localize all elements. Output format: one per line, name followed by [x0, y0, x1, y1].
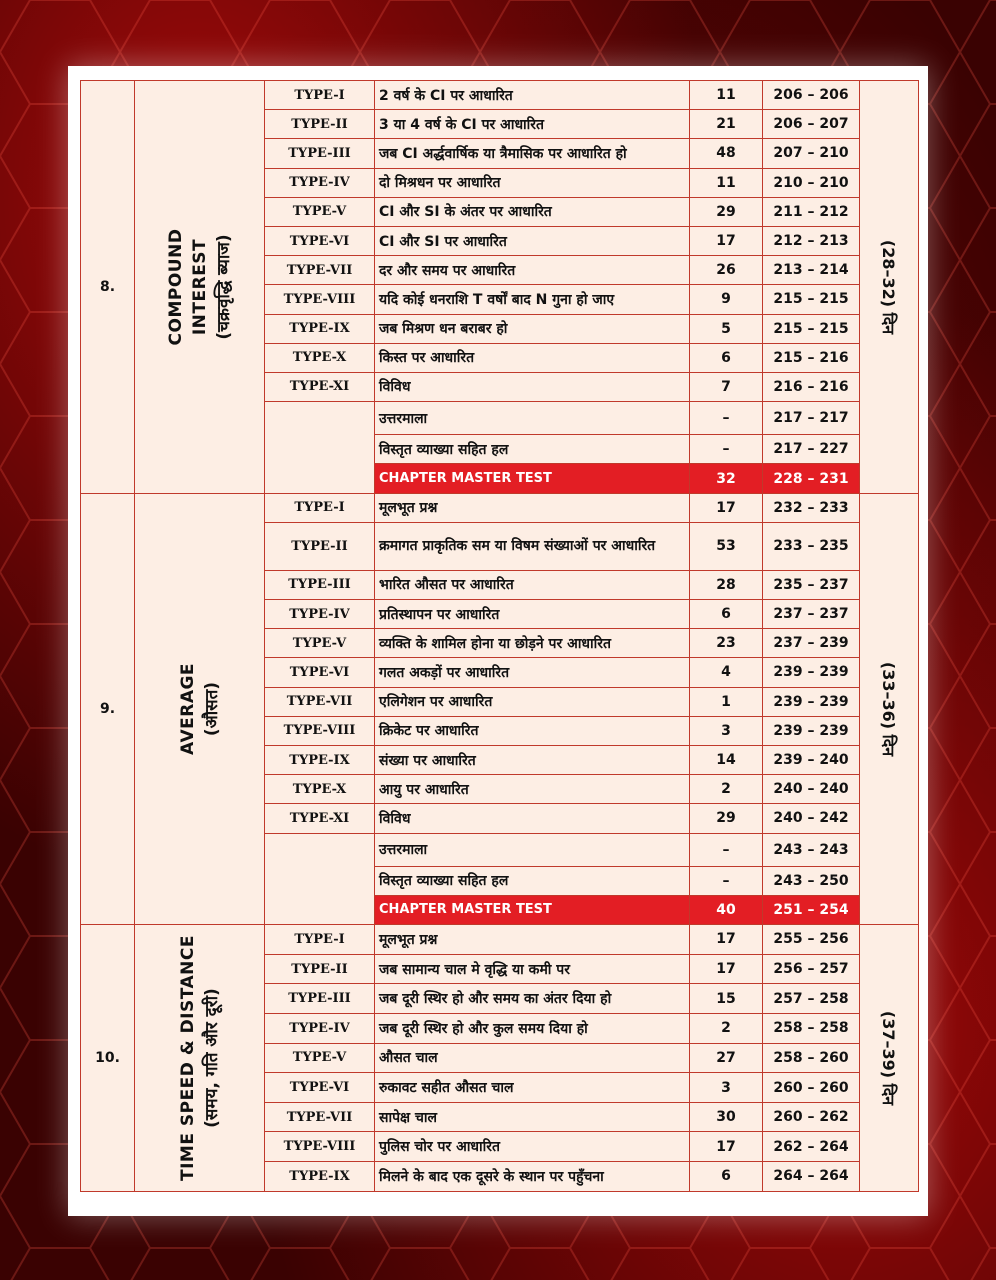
type-label: TYPE-I	[265, 81, 375, 110]
question-count: 21	[690, 110, 763, 139]
topic-title: संख्या पर आधारित	[375, 745, 690, 774]
type-label: TYPE-VIII	[265, 1132, 375, 1162]
contents-table	[80, 80, 919, 1192]
page-range: 215 – 216	[763, 343, 860, 372]
page-range: 256 – 257	[763, 954, 860, 984]
page-range: 237 – 237	[763, 600, 860, 629]
question-count: 4	[690, 658, 763, 687]
question-count: 30	[690, 1102, 763, 1132]
study-days-cell	[860, 493, 919, 924]
question-count: 2	[690, 775, 763, 804]
question-count: –	[690, 866, 763, 895]
topic-title: सापेक्ष चाल	[375, 1102, 690, 1132]
topic-title: जब मिश्रण धन बराबर हो	[375, 314, 690, 343]
topic-title: जब दूरी स्थिर हो और कुल समय दिया हो	[375, 1013, 690, 1043]
topic-title: जब सामान्य चाल मे वृद्धि या कमी पर	[375, 954, 690, 984]
type-label: TYPE-II	[265, 522, 375, 570]
page-range: 217 – 227	[763, 435, 860, 464]
page-range: 211 – 212	[763, 197, 860, 226]
topic-title: गलत अकड़ों पर आधारित	[375, 658, 690, 687]
chapter-title	[164, 228, 236, 345]
topic-title: प्रतिस्थापन पर आधारित	[375, 600, 690, 629]
question-count: 17	[690, 226, 763, 255]
page-range: 206 – 207	[763, 110, 860, 139]
topic-title: मूलभूत प्रश्न	[375, 925, 690, 955]
type-label: TYPE-VIII	[265, 716, 375, 745]
topic-title: रुकावट सहीत औसत चाल	[375, 1073, 690, 1103]
type-label: TYPE-I	[265, 925, 375, 955]
type-label: TYPE-III	[265, 984, 375, 1014]
type-label: TYPE-V	[265, 1043, 375, 1073]
topic-title: दो मिश्रधन पर आधारित	[375, 168, 690, 197]
page-range: 239 – 239	[763, 687, 860, 716]
topic-title: विस्तृत व्याख्या सहित हल	[375, 435, 690, 464]
chapter-title-english: INTEREST	[189, 238, 210, 335]
topic-title: व्यक्ति के शामिल होना या छोड़ने पर आधारित	[375, 629, 690, 658]
topic-title: एलिगेशन पर आधारित	[375, 687, 690, 716]
question-count: 27	[690, 1043, 763, 1073]
page-range: 216 – 216	[763, 372, 860, 401]
table-row	[81, 493, 919, 522]
question-count: 3	[690, 716, 763, 745]
study-days: (28–32) दिन	[879, 239, 898, 334]
page-range: 257 – 258	[763, 984, 860, 1014]
page-range: 235 – 237	[763, 570, 860, 599]
topic-title: विविध	[375, 372, 690, 401]
page-range: 233 – 235	[763, 522, 860, 570]
type-label: TYPE-IX	[265, 1162, 375, 1192]
question-count: 2	[690, 1013, 763, 1043]
page-range: 255 – 256	[763, 925, 860, 955]
topic-title: CI और SI पर आधारित	[375, 226, 690, 255]
topic-title: दर और समय पर आधारित	[375, 256, 690, 285]
topic-title: भारित औसत पर आधारित	[375, 570, 690, 599]
topic-title: आयु पर आधारित	[375, 775, 690, 804]
question-count: 17	[690, 954, 763, 984]
chapter-title-english: COMPOUND	[165, 228, 186, 346]
page-range: 215 – 215	[763, 314, 860, 343]
type-label-empty	[265, 402, 375, 494]
contents-page	[68, 66, 928, 1216]
topic-title: विविध	[375, 804, 690, 833]
page-range: 217 – 217	[763, 402, 860, 435]
type-label: TYPE-IV	[265, 168, 375, 197]
question-count: 9	[690, 285, 763, 314]
chapter-title	[176, 935, 224, 1181]
question-count: 11	[690, 81, 763, 110]
type-label: TYPE-IX	[265, 314, 375, 343]
study-days: (37–39) दिन	[879, 1010, 898, 1106]
topic-title: यदि कोई धनराशि T वर्षों बाद N गुना हो जाए	[375, 285, 690, 314]
question-count: 26	[690, 256, 763, 285]
question-count: 14	[690, 745, 763, 774]
type-label: TYPE-V	[265, 197, 375, 226]
topic-title: विस्तृत व्याख्या सहित हल	[375, 866, 690, 895]
chapter-title-english: AVERAGE	[177, 662, 198, 755]
table-row	[81, 81, 919, 110]
page-range: 240 – 242	[763, 804, 860, 833]
type-label: TYPE-XI	[265, 372, 375, 401]
type-label: TYPE-IX	[265, 745, 375, 774]
question-count: 7	[690, 372, 763, 401]
page-range: 264 – 264	[763, 1162, 860, 1192]
page-range: 258 – 260	[763, 1043, 860, 1073]
type-label: TYPE-X	[265, 343, 375, 372]
topic-title: उत्तरमाला	[375, 402, 690, 435]
page-range: 260 – 262	[763, 1102, 860, 1132]
question-count: 6	[690, 600, 763, 629]
page-range: 239 – 240	[763, 745, 860, 774]
question-count: 11	[690, 168, 763, 197]
topic-title: पुलिस चोर पर आधारित	[375, 1132, 690, 1162]
type-label: TYPE-IV	[265, 600, 375, 629]
page-range: 206 – 206	[763, 81, 860, 110]
question-count: 29	[690, 197, 763, 226]
page-range: 212 – 213	[763, 226, 860, 255]
chapter-number: 10.	[81, 925, 135, 1192]
chapter-title-hindi: (औसत)	[201, 681, 222, 736]
table-row	[81, 925, 919, 955]
question-count: 23	[690, 629, 763, 658]
page-range: 243 – 243	[763, 833, 860, 866]
topic-title: उत्तरमाला	[375, 833, 690, 866]
question-count: –	[690, 833, 763, 866]
chapter-title-cell	[135, 925, 265, 1192]
type-label: TYPE-XI	[265, 804, 375, 833]
type-label: TYPE-IV	[265, 1013, 375, 1043]
page-range: 251 – 254	[763, 895, 860, 924]
chapter-title-cell	[135, 493, 265, 924]
type-label: TYPE-X	[265, 775, 375, 804]
question-count: 17	[690, 493, 763, 522]
type-label: TYPE-I	[265, 493, 375, 522]
chapter-master-test-label: CHAPTER MASTER TEST	[375, 464, 690, 493]
page-range: 232 – 233	[763, 493, 860, 522]
topic-title: जब दूरी स्थिर हो और समय का अंतर दिया हो	[375, 984, 690, 1014]
question-count: –	[690, 402, 763, 435]
type-label: TYPE-III	[265, 570, 375, 599]
type-label-empty	[265, 833, 375, 925]
type-label: TYPE-VI	[265, 226, 375, 255]
type-label: TYPE-VI	[265, 658, 375, 687]
page-range: 215 – 215	[763, 285, 860, 314]
page-range: 260 – 260	[763, 1073, 860, 1103]
type-label: TYPE-V	[265, 629, 375, 658]
question-count: 40	[690, 895, 763, 924]
question-count: 28	[690, 570, 763, 599]
page-range: 213 – 214	[763, 256, 860, 285]
page-range: 240 – 240	[763, 775, 860, 804]
type-label: TYPE-II	[265, 110, 375, 139]
page-range: 228 – 231	[763, 464, 860, 493]
page-range: 262 – 264	[763, 1132, 860, 1162]
question-count: 6	[690, 1162, 763, 1192]
page-range: 243 – 250	[763, 866, 860, 895]
chapter-number: 8.	[81, 81, 135, 494]
question-count: 15	[690, 984, 763, 1014]
question-count: 53	[690, 522, 763, 570]
topic-title: क्रिकेट पर आधारित	[375, 716, 690, 745]
topic-title: मिलने के बाद एक दूसरे के स्थान पर पहुँचना	[375, 1162, 690, 1192]
question-count: 5	[690, 314, 763, 343]
question-count: 29	[690, 804, 763, 833]
topic-title: जब CI अर्द्धवार्षिक या त्रैमासिक पर आधारित हो	[375, 139, 690, 168]
question-count: –	[690, 435, 763, 464]
chapter-title-english: TIME SPEED & DISTANCE	[177, 934, 198, 1181]
type-label: TYPE-VI	[265, 1073, 375, 1103]
chapter-number: 9.	[81, 493, 135, 924]
question-count: 1	[690, 687, 763, 716]
topic-title: 2 वर्ष के CI पर आधारित	[375, 81, 690, 110]
chapter-title	[176, 663, 224, 755]
chapter-title-cell	[135, 81, 265, 494]
type-label: TYPE-VIII	[265, 285, 375, 314]
question-count: 17	[690, 1132, 763, 1162]
type-label: TYPE-VII	[265, 687, 375, 716]
study-days: (33–36) दिन	[879, 661, 898, 756]
type-label: TYPE-VII	[265, 1102, 375, 1132]
topic-title: 3 या 4 वर्ष के CI पर आधारित	[375, 110, 690, 139]
study-days-cell	[860, 81, 919, 494]
chapter-title-hindi: (समय, गति और दूरी)	[201, 988, 222, 1128]
page-range: 237 – 239	[763, 629, 860, 658]
chapter-title-hindi: (चक्रवृद्धि ब्याज)	[213, 234, 234, 340]
page-range: 207 – 210	[763, 139, 860, 168]
type-label: TYPE-III	[265, 139, 375, 168]
page-range: 239 – 239	[763, 658, 860, 687]
topic-title: CI और SI के अंतर पर आधारित	[375, 197, 690, 226]
page-range: 210 – 210	[763, 168, 860, 197]
question-count: 32	[690, 464, 763, 493]
question-count: 6	[690, 343, 763, 372]
type-label: TYPE-II	[265, 954, 375, 984]
question-count: 48	[690, 139, 763, 168]
chapter-master-test-label: CHAPTER MASTER TEST	[375, 895, 690, 924]
question-count: 17	[690, 925, 763, 955]
question-count: 3	[690, 1073, 763, 1103]
topic-title: औसत चाल	[375, 1043, 690, 1073]
page-range: 258 – 258	[763, 1013, 860, 1043]
study-days-cell	[860, 925, 919, 1192]
page-range: 239 – 239	[763, 716, 860, 745]
topic-title: किस्त पर आधारित	[375, 343, 690, 372]
topic-title: क्रमागत प्राकृतिक सम या विषम संख्याओं पर आधारित	[375, 522, 690, 570]
topic-title: मूलभूत प्रश्न	[375, 493, 690, 522]
type-label: TYPE-VII	[265, 256, 375, 285]
